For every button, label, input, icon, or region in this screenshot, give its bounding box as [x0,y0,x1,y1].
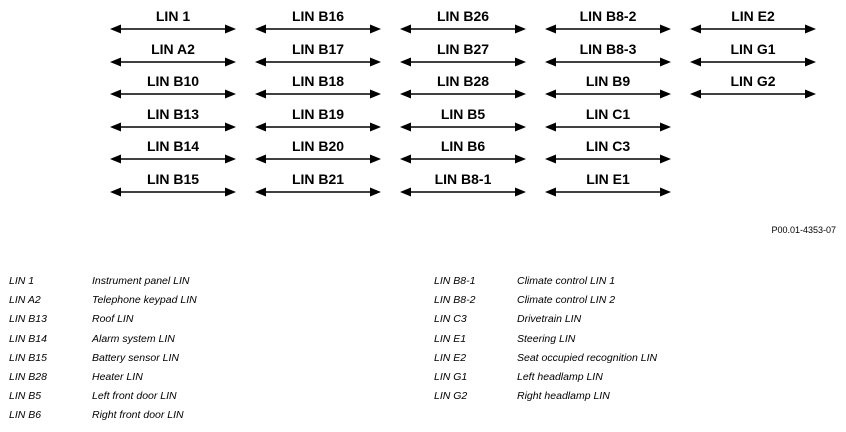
legend-code: LIN B15 [9,351,47,364]
lin-bus [690,73,816,101]
lin-bus [545,106,671,134]
lin-bus [255,138,381,166]
lin-bus [400,138,526,166]
lin-bus [545,73,671,101]
lin-bus-label: LIN B8-2 [579,8,637,24]
legend-description: Drivetrain LIN [517,313,582,326]
lin-bus [255,106,381,134]
double-headed-arrow-icon [255,88,381,100]
legend-description: Telephone keypad LIN [92,294,197,307]
legend-description: Heater LIN [92,370,143,383]
lin-bus-label: LIN B26 [436,8,490,24]
double-headed-arrow-icon [545,88,671,100]
lin-bus [255,8,381,36]
legend-code: LIN 1 [9,275,35,287]
lin-bus-label: LIN G2 [730,73,776,89]
legend-description: Climate control LIN 1 [517,275,616,287]
legend-code: LIN B28 [9,370,47,383]
legend-description: Steering LIN [517,332,576,345]
legend-description: Alarm system LIN [92,332,175,345]
lin-bus-label: LIN B15 [146,171,200,187]
lin-bus-label: LIN B6 [440,138,486,154]
double-headed-arrow-icon [690,23,816,35]
lin-bus-label: LIN B8-3 [579,41,637,57]
legend-description: Left front door LIN [92,390,177,403]
double-headed-arrow-icon [545,56,671,68]
double-headed-arrow-icon [110,56,236,68]
double-headed-arrow-icon [400,186,526,198]
double-headed-arrow-icon [545,153,671,165]
lin-bus-label: LIN B19 [291,106,345,122]
double-headed-arrow-icon [255,153,381,165]
double-headed-arrow-icon [400,153,526,165]
lin-bus-diagram [0,0,846,200]
legend-description: Climate control LIN 2 [517,294,616,307]
lin-bus [255,73,381,101]
legend-description: Instrument panel LIN [92,275,190,287]
double-headed-arrow-icon [690,56,816,68]
double-headed-arrow-icon [110,23,236,35]
lin-bus [400,106,526,134]
lin-bus [255,171,381,199]
legend-code: LIN E2 [434,351,467,364]
lin-bus-label: LIN E1 [586,171,630,187]
lin-bus [110,138,236,166]
lin-bus-label: LIN B8-1 [434,171,492,187]
double-headed-arrow-icon [110,153,236,165]
legend-description: Seat occupied recognition LIN [517,351,658,364]
double-headed-arrow-icon [255,121,381,133]
lin-bus [545,138,671,166]
double-headed-arrow-icon [545,121,671,133]
legend-code: LIN E1 [434,332,467,345]
double-headed-arrow-icon [255,23,381,35]
lin-bus [690,8,816,36]
lin-bus [545,8,671,36]
lin-bus [400,41,526,69]
double-headed-arrow-icon [255,186,381,198]
legend-code: LIN B8-2 [434,294,476,307]
legend-description: Left headlamp LIN [517,370,603,383]
lin-bus [110,73,236,101]
lin-bus-label: LIN B21 [291,171,345,187]
lin-bus-label: LIN 1 [155,8,191,24]
lin-bus-label: LIN B27 [436,41,490,57]
legend-code: LIN B6 [9,409,42,422]
double-headed-arrow-icon [110,121,236,133]
double-headed-arrow-icon [690,88,816,100]
legend-description: Right front door LIN [92,409,184,422]
lin-bus [545,41,671,69]
legend-code: LIN G2 [434,390,468,403]
legend-description: Roof LIN [92,313,134,326]
lin-bus [110,171,236,199]
lin-bus-label: LIN G1 [730,41,776,57]
lin-bus [110,106,236,134]
lin-bus-label: LIN B13 [146,106,200,122]
lin-bus-label: LIN B14 [146,138,200,154]
legend-code: LIN G1 [434,370,468,383]
lin-bus-label: LIN B20 [291,138,345,154]
double-headed-arrow-icon [400,23,526,35]
reference-code: P00.01-4353-07 [771,225,836,235]
lin-bus [110,8,236,36]
double-headed-arrow-icon [400,56,526,68]
lin-bus-label: LIN B9 [585,73,631,89]
double-headed-arrow-icon [400,121,526,133]
lin-bus [255,41,381,69]
lin-bus [400,8,526,36]
legend-code: LIN C3 [434,313,467,326]
legend-code: LIN B14 [9,332,47,345]
legend-description: Right headlamp LIN [517,390,610,403]
lin-bus [545,171,671,199]
double-headed-arrow-icon [255,56,381,68]
double-headed-arrow-icon [545,23,671,35]
double-headed-arrow-icon [110,186,236,198]
lin-bus [110,41,236,69]
lin-bus [400,73,526,101]
lin-bus [400,171,526,199]
lin-bus-label: LIN B10 [146,73,200,89]
lin-bus-label: LIN C3 [585,138,631,154]
lin-bus-label: LIN B28 [436,73,490,89]
lin-bus-label: LIN B17 [291,41,345,57]
lin-bus-label: LIN E2 [731,8,775,24]
legend-code: LIN B8-1 [434,275,476,287]
lin-bus-label: LIN A2 [151,41,195,57]
double-headed-arrow-icon [400,88,526,100]
legend-description: Battery sensor LIN [92,351,179,364]
double-headed-arrow-icon [110,88,236,100]
lin-bus [690,41,816,69]
legend-code: LIN B5 [9,390,42,403]
lin-bus-label: LIN B18 [291,73,345,89]
lin-bus-label: LIN B16 [291,8,345,24]
lin-bus-label: LIN B5 [440,106,486,122]
double-headed-arrow-icon [545,186,671,198]
lin-bus-label: LIN C1 [585,106,631,122]
legend-code: LIN B13 [9,313,47,326]
legend-code: LIN A2 [9,294,41,307]
